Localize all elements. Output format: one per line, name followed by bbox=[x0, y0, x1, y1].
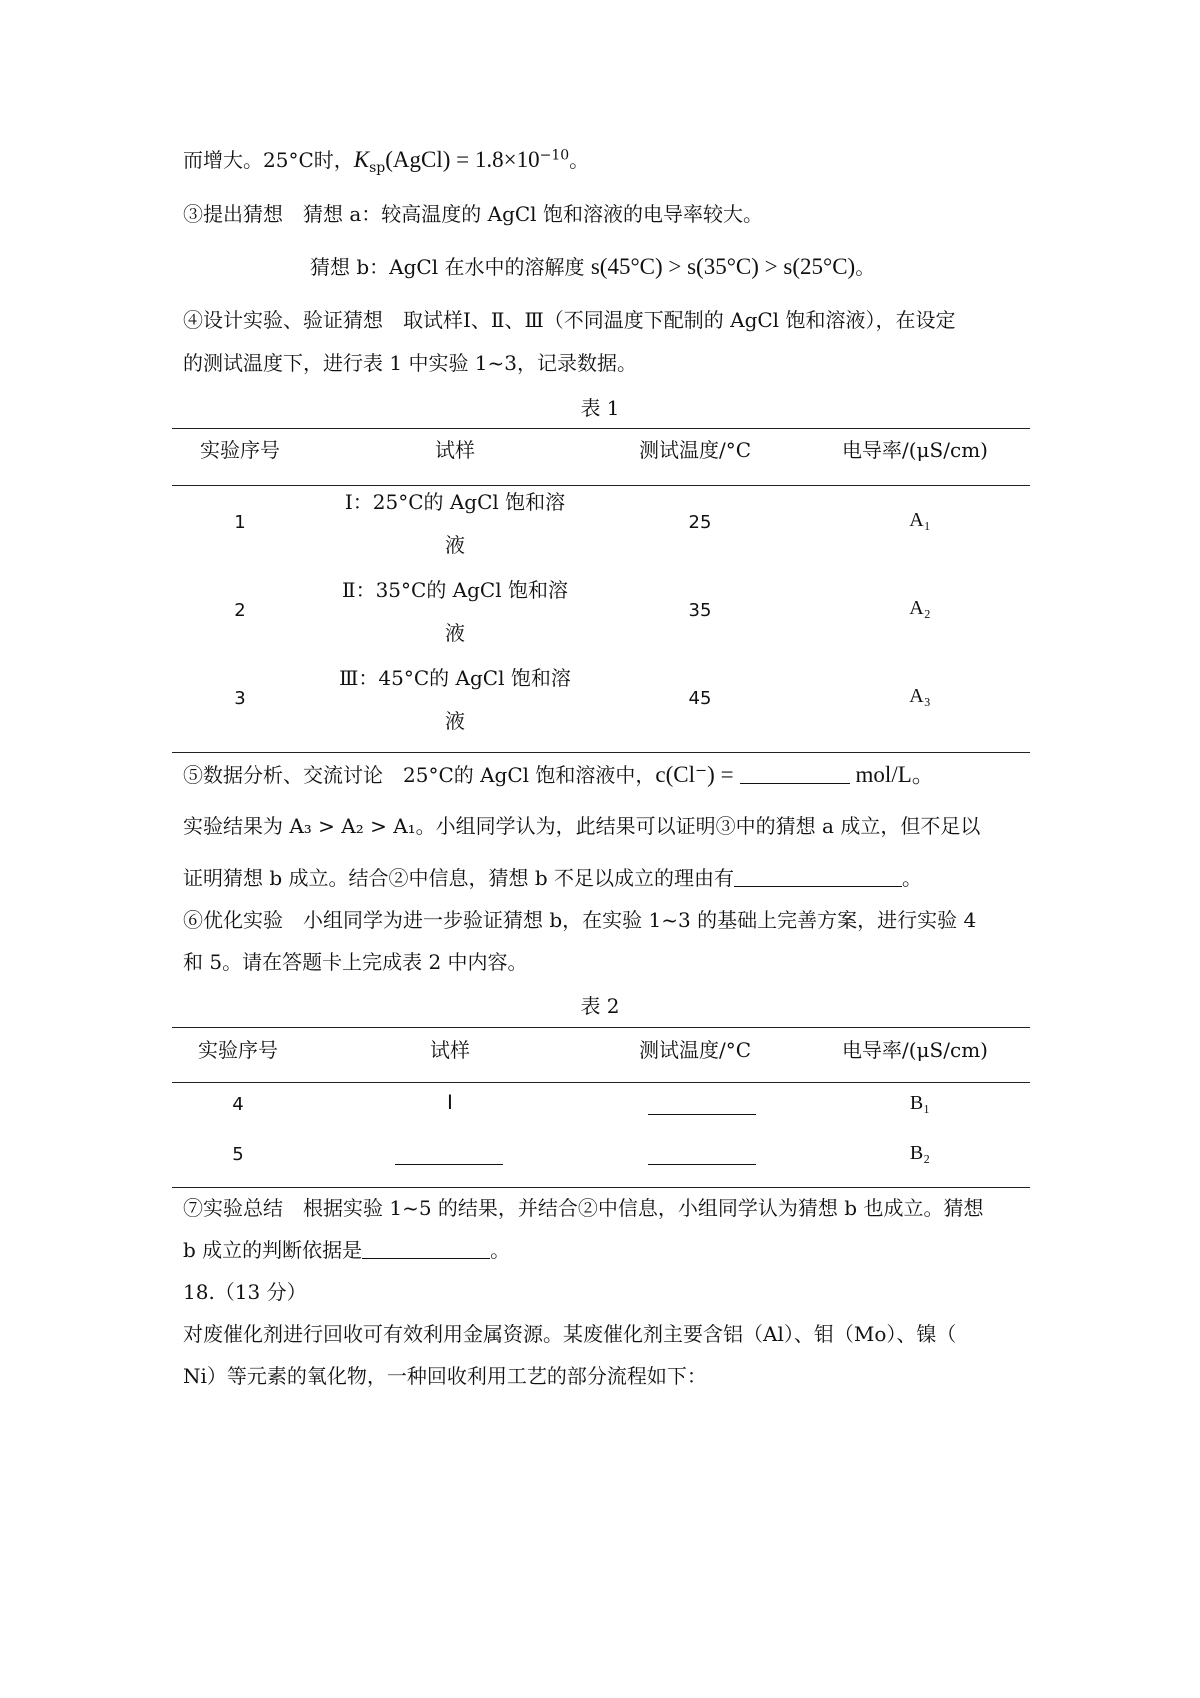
table2-header-temp: 测试温度/°C bbox=[638, 1038, 752, 1062]
ksp-expression: (AgCl) = 1.8×10 bbox=[385, 147, 540, 172]
question-number: 18.（13 分） bbox=[183, 1280, 307, 1304]
table2-row4-no: 4 bbox=[232, 1094, 244, 1115]
table1-row1-temp: 25 bbox=[688, 512, 712, 533]
text-fragment: 猜想 b：AgCl 在水中的溶解度 bbox=[310, 255, 591, 279]
text-line-2: ③提出猜想 猜想 a：较高温度的 AgCl 饱和溶液的电导率较大。 bbox=[183, 202, 763, 226]
table1-header-sample: 试样 bbox=[435, 438, 475, 462]
text-line-15: Ni）等元素的氧化物，一种回收利用工艺的部分流程如下： bbox=[183, 1364, 707, 1388]
table1-row3-temp: 45 bbox=[688, 688, 712, 709]
text-line-4: ④设计实验、验证猜想 取试样Ⅰ、Ⅱ、Ⅲ（不同温度下配制的 AgCl 饱和溶液），在设定 bbox=[183, 308, 956, 332]
text-line-3 bbox=[310, 253, 875, 281]
table2-caption: 表 2 bbox=[580, 994, 620, 1018]
solubility-expression: s(45°C) > s(35°C) > s(25°C) bbox=[590, 254, 856, 279]
table1-row1-cond: A₁ bbox=[909, 509, 931, 531]
table2-row5-no: 5 bbox=[232, 1144, 244, 1165]
table1-top-rule bbox=[172, 428, 1030, 429]
table2-row5-temp-blank[interactable] bbox=[648, 1144, 756, 1165]
text-fragment: 证明猜想 b 成立。结合②中信息，猜想 b 不足以成立的理由有 bbox=[183, 866, 735, 890]
table2-row5-cond: B₂ bbox=[909, 1142, 931, 1164]
exponent: −10 bbox=[539, 147, 570, 164]
text-line-1 bbox=[183, 146, 589, 174]
table1-header-temp: 测试温度/°C bbox=[638, 438, 752, 462]
table1-caption: 表 1 bbox=[580, 396, 620, 420]
table1-header-rule bbox=[172, 485, 1030, 486]
table1-row1-sample-b: 液 bbox=[445, 533, 465, 557]
text-fragment: b 成立的判断依据是 bbox=[183, 1238, 363, 1262]
text-line-7: 实验结果为 A₃ > A₂ > A₁。小组同学认为，此结果可以证明③中的猜想 a 成立，但不足以 bbox=[183, 814, 981, 838]
table1-row2-sample-b: 液 bbox=[445, 621, 465, 645]
table1-row1-no: 1 bbox=[234, 512, 246, 533]
text-line-12 bbox=[183, 1236, 510, 1264]
ksp-subscript: sp bbox=[369, 160, 386, 176]
table1-header-no: 实验序号 bbox=[200, 438, 280, 462]
ksp-symbol: K bbox=[353, 147, 370, 172]
text-line-8 bbox=[183, 864, 922, 892]
table1-row2-temp: 35 bbox=[688, 600, 712, 621]
table2-header-cond: 电导率/(μS/cm) bbox=[842, 1038, 988, 1062]
table1-row3-sample-a: Ⅲ：45°C的 AgCl 饱和溶 bbox=[339, 666, 571, 690]
table2-header-no: 实验序号 bbox=[198, 1038, 278, 1062]
table1-bottom-rule bbox=[172, 752, 1030, 753]
text-fragment: mol/L。 bbox=[855, 762, 935, 787]
table2-header-rule bbox=[172, 1082, 1030, 1083]
table1-row2-sample-a: Ⅱ：35°C的 AgCl 饱和溶 bbox=[341, 578, 568, 602]
table1-row1-sample-a: Ⅰ：25°C的 AgCl 饱和溶 bbox=[344, 490, 566, 514]
table1-row2-no: 2 bbox=[234, 600, 246, 621]
table2-row4-cond: B₁ bbox=[909, 1092, 931, 1114]
text-fragment: 。 bbox=[490, 1238, 511, 1262]
text-line-14: 对废催化剂进行回收可有效利用金属资源。某废催化剂主要含铝（Al）、钼（Mo）、镍（ bbox=[183, 1322, 957, 1346]
table2-row4-sample: Ⅰ bbox=[447, 1092, 453, 1114]
answer-blank-concentration[interactable] bbox=[740, 763, 850, 784]
answer-blank-basis[interactable] bbox=[362, 1238, 490, 1259]
table2-bottom-rule bbox=[172, 1187, 1030, 1188]
text-line-11: ⑦实验总结 根据实验 1~5 的结果，并结合②中信息，小组同学认为猜想 b 也成立。猜想 bbox=[183, 1196, 984, 1220]
text-line-9: ⑥优化实验 小组同学为进一步验证猜想 b，在实验 1~3 的基础上完善方案，进行实验 4 bbox=[183, 908, 977, 932]
table1-row3-cond: A₃ bbox=[909, 685, 931, 707]
text-line-5: 的测试温度下，进行表 1 中实验 1~3，记录数据。 bbox=[183, 351, 638, 375]
table1-row3-no: 3 bbox=[234, 688, 246, 709]
table2-header-sample: 试样 bbox=[430, 1038, 470, 1062]
table1-row3-sample-b: 液 bbox=[445, 709, 465, 733]
text-line-10: 和 5。请在答题卡上完成表 2 中内容。 bbox=[183, 950, 528, 974]
table2-row5-sample-blank[interactable] bbox=[395, 1144, 503, 1165]
table1-header-cond: 电导率/(μS/cm) bbox=[842, 438, 988, 462]
chloride-concentration-expression: c(Cl⁻) = bbox=[655, 762, 734, 787]
text-fragment: 。 bbox=[569, 148, 590, 172]
text-fragment: 。 bbox=[855, 255, 876, 279]
text-fragment: 而增大。25°C时， bbox=[183, 148, 354, 172]
table2-row4-temp-blank[interactable] bbox=[648, 1094, 756, 1115]
table2-top-rule bbox=[172, 1027, 1030, 1028]
table1-row2-cond: A₂ bbox=[909, 597, 931, 619]
text-fragment: 。 bbox=[902, 866, 923, 890]
answer-blank-reason[interactable] bbox=[734, 866, 902, 887]
text-fragment: ⑤数据分析、交流讨论 25°C的 AgCl 饱和溶液中， bbox=[183, 763, 656, 787]
text-line-6 bbox=[183, 761, 935, 789]
